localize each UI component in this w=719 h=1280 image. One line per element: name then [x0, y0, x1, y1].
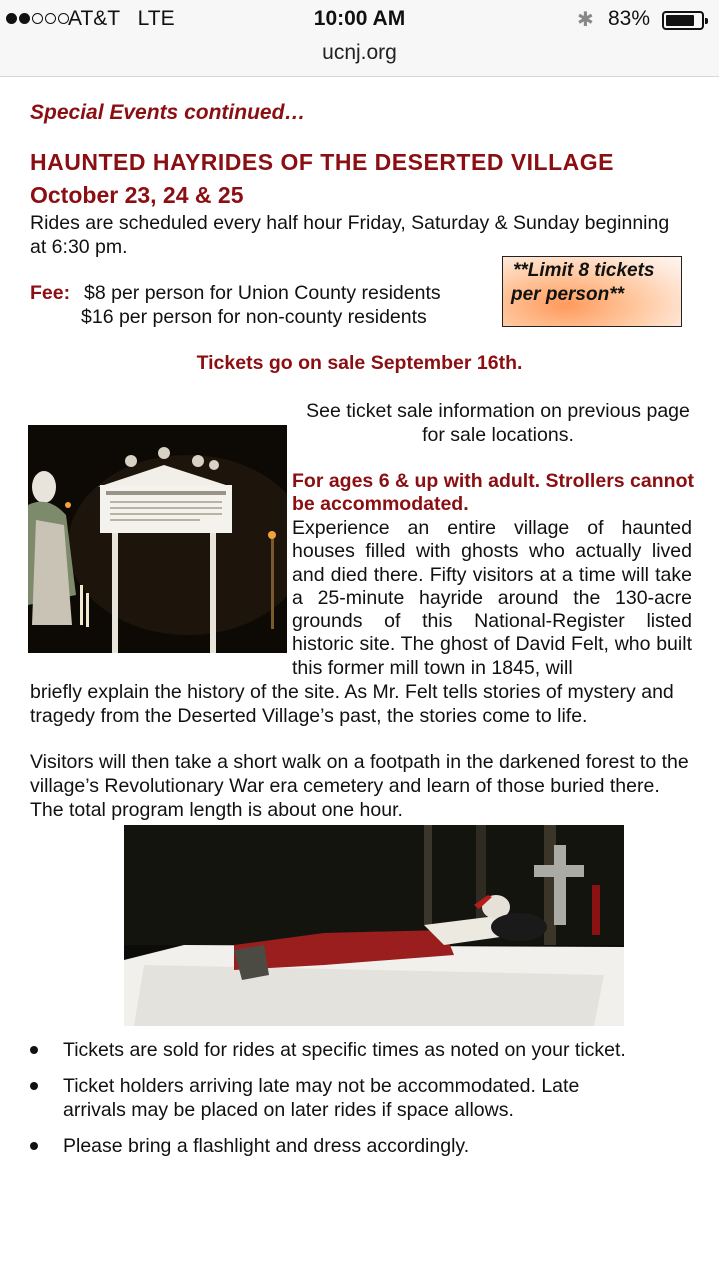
section-heading: Special Events continued… [30, 101, 306, 124]
walk-paragraph: Visitors will then take a short walk on a footpath in the darkened forest to the village’s Revolutionary War era cemetery and learn of those buried there. The total program length is about one hour. [30, 751, 689, 821]
fee-label: Fee: [30, 282, 71, 304]
address-bar[interactable]: ucnj.org [322, 41, 397, 64]
battery-icon [662, 11, 704, 30]
status-time: 10:00 AM [313, 7, 406, 30]
list-item: Tickets are sold for rides at specific times as noted on your ticket. [30, 1038, 710, 1062]
browser-header [0, 0, 719, 77]
ghost-on-bier-photo [124, 825, 624, 1026]
ticket-limit-box [502, 256, 682, 327]
network-label: LTE [137, 7, 175, 30]
cemetery-ghost-photo [28, 425, 287, 653]
bluetooth-icon: ✱ [577, 9, 594, 31]
carrier-label: AT&T LTE [68, 7, 175, 30]
bullet-list [30, 1038, 710, 1170]
battery-percent: 83% [608, 7, 651, 30]
event-title: HAUNTED HAYRIDES OF THE DESERTED VILLAGE [30, 149, 614, 175]
fee-non-county: $16 per person for non-county residents [81, 306, 427, 328]
event-dates: October 23, 24 & 25 [30, 182, 244, 208]
description-continued: briefly explain the history of the site. As Mr. Felt tells stories of mystery and tragedy from the Deserted Village’s past, the stories come to life. [30, 681, 674, 727]
limit-line-2: per person** [511, 284, 624, 305]
ticket-info-note: See ticket sale information on previous page for sale locations. [306, 400, 690, 446]
schedule-text: Rides are scheduled every half hour Friday, Saturday & Sunday beginning at 6:30 pm. [30, 212, 670, 258]
list-item: Please bring a flashlight and dress accordingly. [30, 1134, 710, 1158]
status-bar [0, 6, 719, 34]
list-item: Ticket holders arriving late may not be accommodated. Late arrivals may be placed on later rides if space allows. [30, 1074, 623, 1122]
fee-county: $8 per person for Union County residents [84, 282, 441, 304]
description-paragraph: Experience an entire village of haunted houses filled with ghosts who actually lived and died there. Fifty visitors at a time will take a 25-minute hayride around the 130-acre grounds of this National-Register listed historic site. The ghost of David Felt, who built this former mill town in 1845, will [292, 517, 692, 679]
on-sale-notice: Tickets go on sale September 16th. [196, 352, 523, 374]
age-notice: For ages 6 & up with adult. Strollers cannot be accommodated. [292, 470, 694, 515]
limit-line-1: **Limit 8 tickets [513, 260, 655, 281]
